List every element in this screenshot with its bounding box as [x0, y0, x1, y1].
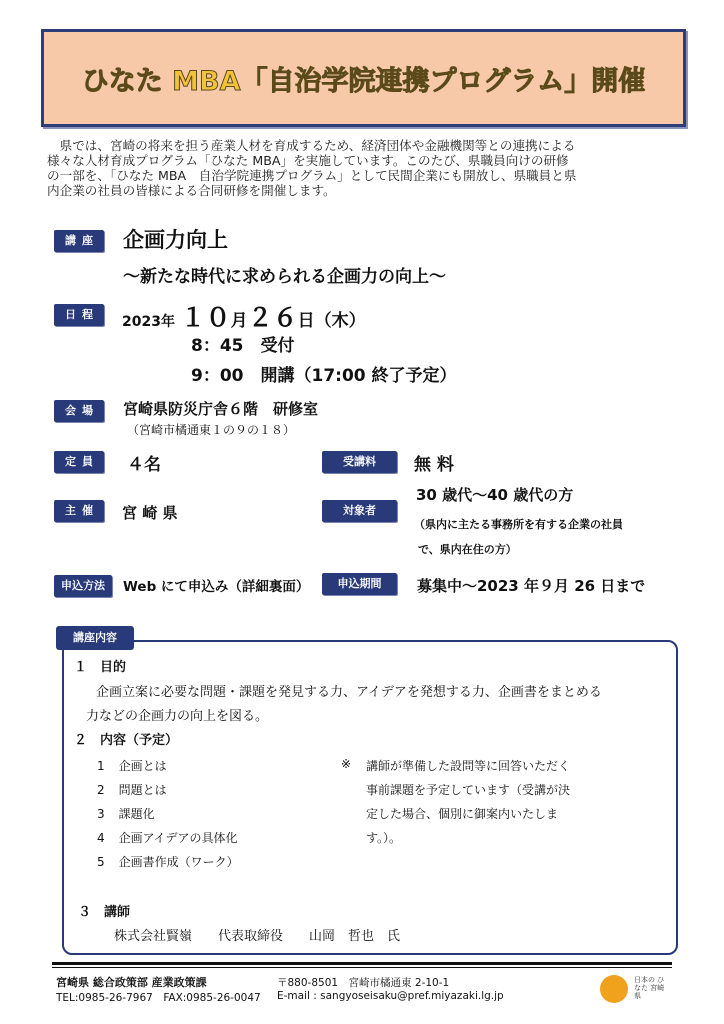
- month: １０: [180, 303, 231, 332]
- item-number: 5: [97, 855, 105, 869]
- footer-address: 〒880-8501 宮崎市橘通東 2-10-1: [277, 977, 450, 989]
- item-text: 企画書作成（ワーク）: [118, 855, 239, 869]
- target-value: 30 歳代～40 歳代の方: [416, 486, 574, 504]
- period-value: 募集中～2023 年９月 26 日まで: [417, 577, 646, 595]
- note-line: 定した場合、個別に御案内いたしま: [366, 807, 559, 821]
- apply-label: 申込方法: [54, 575, 112, 597]
- target-note-2: で、県内在住の方）: [418, 543, 517, 556]
- item-text: 企画アイデアの具体化: [118, 831, 238, 845]
- intro-line: 内企業の社員の皆様による合同研修を開催します。: [47, 183, 336, 198]
- reception-time: 8：45 受付: [191, 336, 295, 356]
- list-item: [97, 781, 167, 798]
- target-note-1: （県内に主たる事務所を有する企業の社員: [414, 518, 623, 531]
- lecturer-heading: ３ 講師: [78, 905, 131, 920]
- course-label: 講座: [54, 230, 104, 252]
- purpose-line-2: 力などの企画力の向上を図る。: [86, 709, 269, 724]
- list-item: [97, 757, 167, 774]
- month-unit: 月: [230, 311, 248, 331]
- item-text: 企画とは: [118, 759, 167, 773]
- item-number: 4: [97, 831, 105, 845]
- schedule-date: [122, 298, 366, 334]
- item-text: 課題化: [118, 807, 155, 821]
- intro-line: 様々な人材育成プログラム「ひなた MBA」を実施しています。このたび、県職員向けの研修: [47, 153, 569, 168]
- page-title: ひなた MBA「自治学院連携プログラム」開催: [81, 65, 646, 97]
- venue-label: 会場: [54, 400, 104, 422]
- list-item: [97, 805, 155, 822]
- course-content-tag: 講座内容: [56, 626, 134, 650]
- item-number: 2: [97, 783, 105, 797]
- note-line: 事前課題を予定しています（受講が決: [366, 783, 571, 797]
- year: 2023: [122, 314, 161, 330]
- fee-label: 受講料: [322, 451, 397, 473]
- title-banner: [41, 29, 686, 127]
- lecturer-name: 株式会社賢嶺 代表取締役 山岡 哲也 氏: [114, 929, 401, 944]
- footer-rule: [52, 962, 672, 965]
- capacity-value: ４名: [127, 455, 161, 475]
- note-mark: ※: [341, 757, 352, 771]
- target-label: 対象者: [322, 500, 397, 522]
- apply-value: Web にて申込み（詳細裏面）: [123, 579, 310, 595]
- content-heading: ２ 内容（予定）: [74, 733, 179, 748]
- course-subtitle: ～新たな時代に求められる企画力の向上～: [123, 267, 446, 287]
- intro-line: の一部を、「ひなた MBA 自治学院連携プログラム」として民間企業にも開放し、県職員と県: [47, 168, 577, 183]
- schedule-label: 日程: [54, 304, 104, 326]
- list-item: [97, 829, 238, 846]
- venue-name: 宮崎県防災庁舎６階 研修室: [123, 400, 319, 418]
- intro-paragraph: [47, 138, 677, 198]
- footer-org: 宮崎県 総合政策部 産業政策課: [56, 976, 207, 989]
- item-number: 1: [97, 759, 105, 773]
- list-item: [97, 853, 239, 870]
- hinata-logo-icon: [600, 975, 628, 1003]
- course-title: 企画力向上: [123, 228, 228, 252]
- venue-address: （宮崎市橘通東１の９の１８）: [127, 423, 296, 437]
- period-label: 申込期間: [322, 573, 397, 595]
- footer-email[interactable]: E-mail : sangyoseisaku@pref.miyazaki.lg.jp: [277, 990, 504, 1002]
- note-line: す。）。: [366, 831, 402, 845]
- opening-time: 9：00 開講（17:00 終了予定）: [191, 366, 457, 386]
- weekday: （木）: [314, 311, 366, 331]
- host-label: 主催: [54, 500, 104, 522]
- logo-text: 日本の ひなた 宮崎県: [634, 976, 665, 1000]
- capacity-label: 定員: [54, 451, 104, 473]
- intro-line: 県では、宮崎の将来を担う産業人材を育成するため、経済団体や金融機関等との連携による: [47, 138, 576, 153]
- day-unit: 日: [297, 311, 315, 331]
- footer-tel-fax: TEL:0985-26-7967 FAX:0985-26-0047: [56, 992, 261, 1004]
- note-line: 講師が準備した設問等に回答いただく: [366, 759, 571, 773]
- day: ２６: [247, 303, 298, 332]
- purpose-line-1: 企画立案に必要な問題・課題を発見する力、アイデアを発想する力、企画書をまとめる: [96, 685, 602, 700]
- year-unit: 年: [160, 314, 175, 330]
- footer-rule-thin: [52, 967, 672, 968]
- purpose-heading: １ 目的: [74, 660, 127, 675]
- fee-value: 無 料: [414, 455, 454, 475]
- item-text: 問題とは: [118, 783, 167, 797]
- host-value: 宮 崎 県: [122, 504, 178, 522]
- item-number: 3: [97, 807, 105, 821]
